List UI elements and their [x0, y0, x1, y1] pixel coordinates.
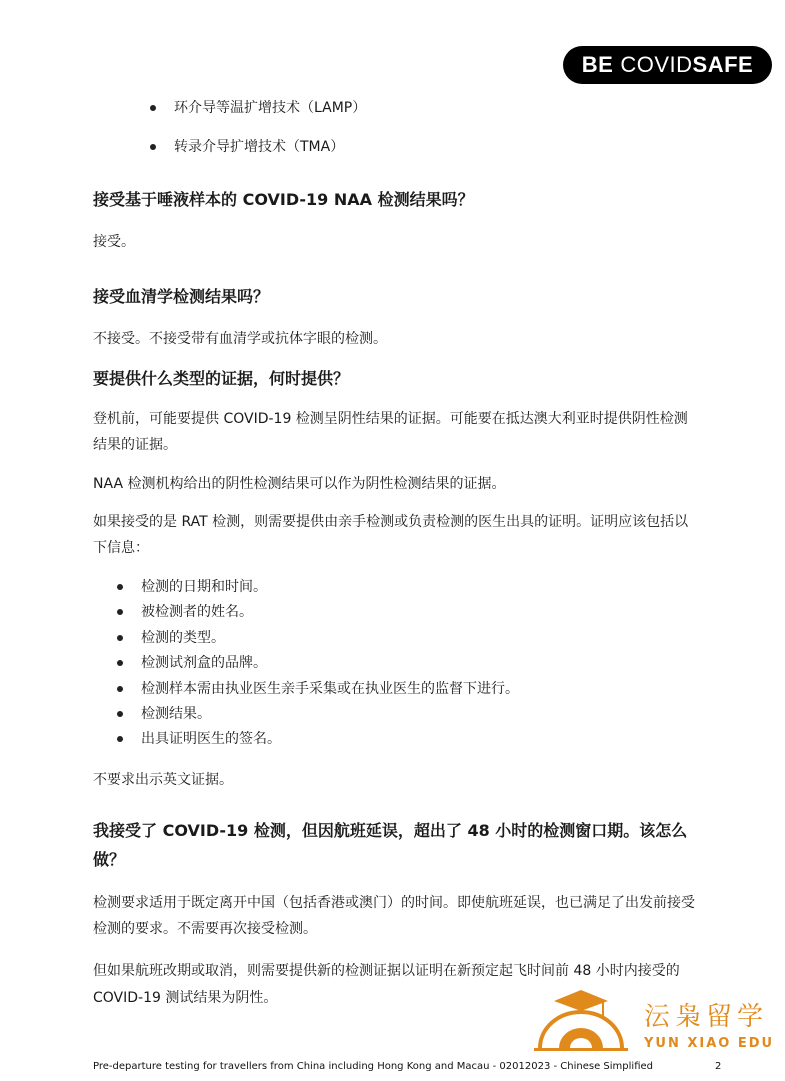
page-footer: Pre-departure testing for travellers from China including Hong Kong and Macau - 02012023 - Chinese Simplified [93, 1061, 653, 1072]
heading-evidence: 要提供什么类型的证据，何时提供？ [93, 369, 350, 388]
delay-paragraph-2-line-2: COVID-19 测试结果为阴性。 [93, 990, 278, 1006]
heading-serology: 接受血清学检测结果吗？ [93, 287, 270, 306]
heading-flight-delay-line-1: 我接受了 COVID-19 检测，但因航班延误，超出了 48 小时的检测窗口期。该怎么 [93, 821, 688, 840]
list-item: 转录介导扩增技术（TMA） [150, 135, 366, 174]
evidence-paragraph-2: NAA 检测机构给出的阴性检测结果可以作为阴性检测结果的证据。 [93, 476, 506, 492]
list-item: 环介导等温扩增技术（LAMP） [150, 96, 366, 135]
delay-paragraph-1-line-1: 检测要求适用于既定离开中国（包括香港或澳门）的时间。即使航班延误，也已满足了出发前接受 [93, 895, 695, 911]
logo-be: BE [581, 52, 614, 77]
page-number: 2 [715, 1061, 722, 1072]
answer-serology: 不接受。不接受带有血清学或抗体字眼的检测。 [93, 331, 387, 347]
watermark-subtitle: YUN XIAO EDU [644, 1036, 775, 1051]
list-item: 检测结果。 [117, 702, 519, 727]
logo-covid: COVID [620, 52, 693, 77]
heading-saliva: 接受基于唾液样本的 COVID-19 NAA 检测结果吗？ [93, 190, 474, 209]
evidence-paragraph-1-line-2: 结果的证据。 [93, 437, 177, 453]
delay-paragraph-2-line-1: 但如果航班改期或取消，则需要提供新的检测证据以证明在新预定起飞时间前 48 小时内接受的 [93, 963, 680, 979]
list-item: 被检测者的姓名。 [117, 600, 519, 625]
list-item: 检测的类型。 [117, 626, 519, 651]
graduation-cap-sun-icon [526, 988, 636, 1060]
list-item: 检测样本需由执业医生亲手采集或在执业医生的监督下进行。 [117, 677, 519, 702]
heading-flight-delay-line-2: 做？ [93, 850, 126, 869]
list-item: 检测试剂盒的品牌。 [117, 651, 519, 676]
be-covidsafe-logo [563, 46, 772, 84]
english-evidence-note: 不要求出示英文证据。 [93, 772, 233, 788]
logo-safe: SAFE [692, 52, 754, 77]
yunxiao-edu-watermark [526, 988, 776, 1060]
evidence-paragraph-1-line-1: 登机前，可能要提供 COVID-19 检测呈阴性结果的证据。可能要在抵达澳大利亚时提供阴性检测 [93, 411, 688, 427]
list-item: 检测的日期和时间。 [117, 575, 519, 600]
watermark-title: 沄枭留学 [644, 1002, 769, 1032]
answer-saliva: 接受。 [93, 234, 135, 250]
list-item: 出具证明医生的签名。 [117, 727, 519, 752]
delay-paragraph-1-line-2: 检测的要求。不需要再次接受检测。 [93, 921, 317, 937]
evidence-paragraph-3-line-2: 下信息： [93, 540, 149, 556]
certificate-requirements-list [117, 575, 519, 753]
evidence-paragraph-3-line-1: 如果接受的是 RAT 检测，则需要提供由亲手检测或负责检测的医生出具的证明。证明应该包括以 [93, 514, 689, 530]
test-methods-list [150, 96, 366, 174]
